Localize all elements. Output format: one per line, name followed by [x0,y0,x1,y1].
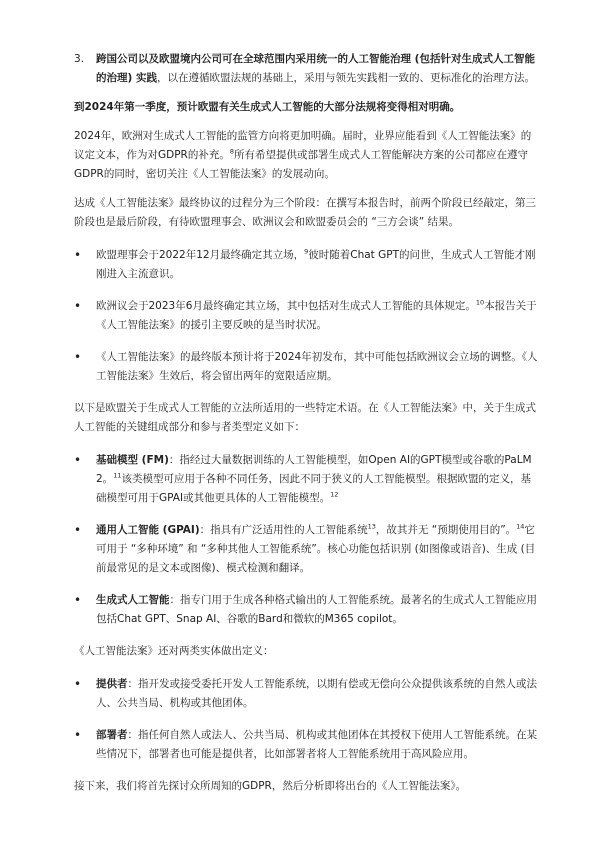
document-page [74,50,540,806]
item-text [96,50,540,88]
term-text: 它可用于 “多种环境” 和 “多种其他人工智能系统”。核心功能包括识别 (如图像或语音)、生成 (目前最常见的是文本或图像)、模式检测和翻译。 [96,524,536,574]
item-rest: ，以在遵循欧盟法规的基础上，采用与领先实践相一致的、更标准化的治理方法。 [156,72,535,84]
list-item-text [96,246,540,284]
terms-list [74,451,540,629]
list-item [74,246,540,284]
bullet-icon: • [74,593,82,607]
paragraph-3: 以下是欧盟关于生成式人工智能的立法所适用的一些特定术语。在《人工智能法案》中，关于生成式人工智能的关键组成部分和参与者类型定义如下： [74,402,536,433]
stage-text-b: 彼时随着Chat GPT的问世，生成式人工智能才刚刚进入主流意识。 [96,249,536,280]
paragraph-1 [74,127,540,184]
term-label: 生成式人工智能 [96,594,170,606]
item-bold: 跨国公司以及欧盟境内公司可在全球范围内采用统一的人工智能治理 (包括针对生成式人工智能的治理) 实践 [96,53,535,84]
paragraph-2: 达成《人工智能法案》最终协议的过程分为三个阶段：在撰写本报告时，前两个阶段已经敲定，第三阶段也是最后阶段，有待欧盟理事会、欧洲议会和欧盟委员会的 “三方会谈” 结果。 [74,197,536,228]
term-text: ，故其并无 “预期使用目的”。 [375,524,517,536]
list-item [74,451,540,508]
bullet-icon: • [74,728,82,742]
term-label: 提供者 [96,678,128,690]
footnote-ref: 14 [516,522,525,531]
closing-paragraph: 接下来，我们将首先探讨众所周知的GDPR，然后分析即将出台的《人工智能法案》。 [74,780,467,792]
bullet-icon: • [74,453,82,467]
stage-text-a: 《人工智能法案》的最终版本预计将于2024年初发布，其中可能包括欧洲议会立场的调整。《人工智能法案》生效后，将会留出两年的宽限适应期。 [96,351,538,382]
list-item [74,591,540,629]
list-item-text [96,726,540,764]
stage-text-a: 欧洲议会于2023年6月最终确定其立场，其中包括对生成式人工智能的具体规定。 [96,300,476,312]
bullet-icon: • [74,299,82,313]
footnote-ref: 11 [113,471,122,480]
term-label: 基础模型 (FM) [96,454,169,466]
list-item [74,297,540,335]
term-label: 通用人工智能 (GPAI) [96,524,200,536]
list-item [74,348,540,386]
item-number: 3. [74,53,85,65]
numbered-item-3 [74,50,540,88]
footnote-ref: 8 [229,147,234,156]
stages-list [74,246,540,386]
term-label: 部署者 [96,729,128,741]
term-text: ：指开发或接受委托开发人工智能系统，以期有偿或无偿向公众提供该系统的自然人或法人、公共当局、机构或其他团体。 [96,678,537,709]
term-text: ：指任何自然人或法人、公共当局、机构或其他团体在其授权下使用人工智能系统。在某些情况下，部署者也可能是提供者，比如部署者将人工智能系统用于高风险应用。 [96,729,537,760]
bullet-icon: • [74,677,82,691]
list-item-text [96,451,540,508]
footnote-ref: 12 [330,490,339,499]
lead-heading: 到2024年第一季度，预计欧盟有关生成式人工智能的大部分法规将变得相对明确。 [74,101,461,113]
stage-text-b: 本报告关于《人工智能法案》的援引主要反映的是当时状况。 [96,300,537,331]
entities-list [74,675,540,764]
list-item-text [96,297,540,335]
footnote-ref: 9 [304,247,309,256]
list-item [74,726,540,764]
list-item-text [96,521,540,578]
term-text: ：指经过大量数据训练的人工智能模型，如Open AI的GPT模型或谷歌的PaLM 2。 [96,454,532,485]
bullet-icon: • [74,350,82,364]
paragraph-4: 《人工智能法案》还对两类实体做出定义： [74,645,274,657]
list-item [74,521,540,578]
term-text: ：指具有广泛适用性的人工智能系统 [199,524,368,536]
list-item-text [96,348,540,386]
list-item [74,675,540,713]
bullet-icon: • [74,248,82,262]
list-item-text [96,591,540,629]
term-text: 该类模型可应用于各种不同任务，因此不同于狭义的人工智能模型。根据欧盟的定义，基础模型可用于GPAI或其他更具体的人工智能模型。 [96,473,531,504]
para1-text-b: 所有希望提供或部署生成式人工智能解决方案的公司都应在遵守GDPR的同时，密切关注《人工智能法案》的发展动向。 [74,149,528,180]
bullet-icon: • [74,523,82,537]
stage-text-a: 欧盟理事会于2022年12月最终确定其立场， [96,249,305,261]
footnote-ref: 13 [367,522,376,531]
footnote-ref: 10 [475,298,485,307]
list-item-text [96,675,540,713]
para1-text-a: 2024年，欧洲对生成式人工智能的监管方向将更加明确。届时，业界应能看到《人工智能法案》的议定文本，作为对GDPR的补充。 [74,130,532,161]
term-text: ：指专门用于生成各种格式输出的人工智能系统。最著名的生成式人工智能应用包括Chat GPT、Snap AI、谷歌的Bard和微软的M365 copilot。 [96,594,537,625]
